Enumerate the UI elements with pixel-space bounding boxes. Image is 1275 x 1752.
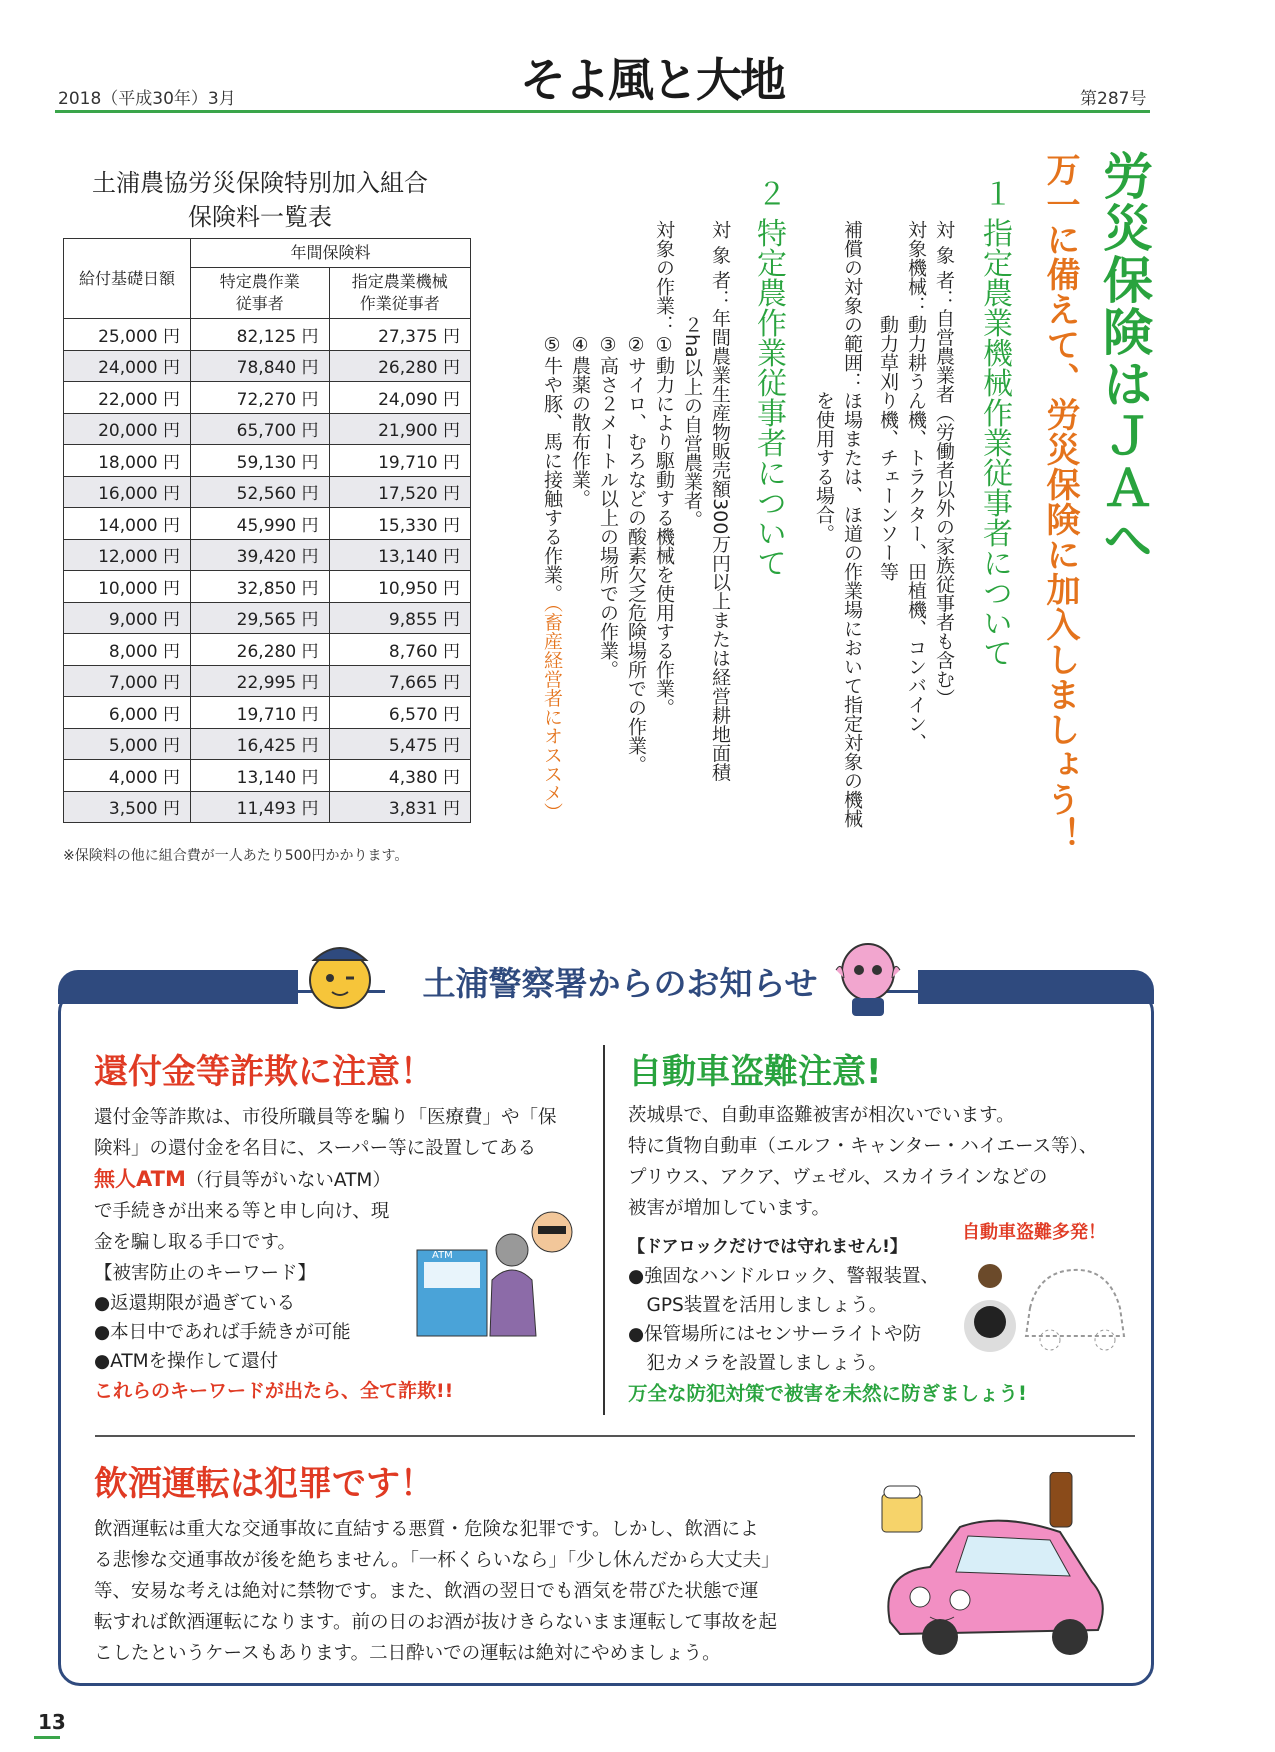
rosai-section1-heading: １ 指定農業機械作業従事者について [977, 178, 1012, 668]
base-amount-cell: 6,000 円 [64, 697, 191, 729]
premium-table-row [64, 665, 471, 697]
base-amount-cell: 25,000 円 [64, 319, 191, 351]
col-a-header: 特定農作業 従事者 [191, 268, 330, 319]
refund-body-line4: 金を騙し取る手口です。 [94, 1232, 297, 1253]
premium-table-row [64, 571, 471, 603]
page-number-underline [34, 1736, 60, 1739]
car-body-line1: 茨城県で、自動車盗難被害が相次いでいます。 [628, 1105, 1015, 1126]
door-lock-title: 【ドアロックだけでは守れません!】 [628, 1237, 907, 1257]
rosai-s2-line7 [538, 220, 566, 822]
police-mascot-pink-icon [828, 930, 908, 1020]
drunk-body-line2: る悲惨な交通事故が後を絶ちません。「一杯くらいなら」「少し休んだから大丈夫」 [94, 1550, 780, 1571]
base-amount-cell: 16,000 円 [64, 476, 191, 508]
refund-atm-line [94, 1164, 594, 1196]
atm-sign: ATM [432, 1250, 453, 1261]
page-number: 13 [38, 1710, 66, 1734]
col-base-header: 給付基礎日額 [64, 239, 191, 319]
rosai-recommend: （畜産経営者にオススメ） [541, 603, 563, 822]
premium-table-row [64, 445, 471, 477]
car-tip: ●強固なハンドルロック、警報装置、 [628, 1266, 940, 1287]
atm-explanation: （行員等がいないATM） [185, 1170, 391, 1191]
police-notice-title: 土浦警察署からのお知らせ [385, 958, 855, 1005]
col-group-header: 年間保険料 [191, 239, 471, 268]
premium-b-cell: 10,950 円 [329, 571, 470, 603]
premium-a-cell: 72,270 円 [191, 382, 330, 414]
rosai-s1-line4: 補償の対象の範囲：ほ場または、ほ道の作業場において指定対象の機械 [841, 220, 863, 828]
car-body-line4: 被害が増加しています。 [628, 1198, 831, 1219]
premium-a-cell: 52,560 円 [191, 476, 330, 508]
drunk-body-line4: 転すれば飲酒運転になります。前の日のお酒が抜けきらないまま運転して事故を起 [94, 1612, 778, 1633]
newsletter-logo: そよ風と大地 [520, 53, 784, 107]
car-theft-slogan: 万全な防犯対策で被害を未然に防ぎましょう! [628, 1382, 1027, 1405]
premium-table-row [64, 476, 471, 508]
premium-table-row [64, 508, 471, 540]
base-amount-cell: 22,000 円 [64, 382, 191, 414]
premium-table-row [64, 319, 471, 351]
base-amount-cell: 12,000 円 [64, 539, 191, 571]
rosai-s1-line5: を使用する場合。 [813, 220, 835, 543]
drunk-body-line1: 飲酒運転は重大な交通事故に直結する悪質・危険な犯罪です。しかし、飲酒によ [94, 1519, 759, 1540]
premium-b-cell: 15,330 円 [329, 508, 470, 540]
premium-b-cell: 9,855 円 [329, 602, 470, 634]
premium-b-cell: 19,710 円 [329, 445, 470, 477]
premium-table-row [64, 634, 471, 666]
keyword-title: 【被害防止のキーワード】 [94, 1263, 317, 1284]
drunk-car-illustration-icon [870, 1472, 1130, 1657]
car-body-line3: プリウス、アクア、ヴェゼル、スカイラインなどの [628, 1167, 1048, 1188]
section-divider [95, 1435, 1135, 1437]
premium-a-cell: 78,840 円 [191, 350, 330, 382]
base-amount-cell: 24,000 円 [64, 350, 191, 382]
rosai-s2-line1: 対 象 者：年間農業生産物販売額300万円以上または経営耕地面積 [709, 220, 731, 782]
car-thief-illustration-icon [960, 1248, 1130, 1358]
premium-b-cell: 13,140 円 [329, 539, 470, 571]
rosai-s2-line7-text: ⑤牛や豚、馬に接触する作業。 [541, 220, 563, 603]
premium-table-row [64, 382, 471, 414]
premium-a-cell: 65,700 円 [191, 413, 330, 445]
premium-a-cell: 29,565 円 [191, 602, 330, 634]
premium-b-cell: 3,831 円 [329, 791, 470, 823]
premium-a-cell: 45,990 円 [191, 508, 330, 540]
premium-table-title-line1: 土浦農協労災保険特別加入組合 [92, 169, 428, 197]
rosai-s2-line6: ④農薬の散布作業。 [569, 220, 591, 508]
premium-table-row [64, 602, 471, 634]
premium-table-row [64, 413, 471, 445]
premium-b-cell: 24,090 円 [329, 382, 470, 414]
premium-table [63, 238, 471, 823]
car-theft-body [628, 1100, 1138, 1224]
refund-body-line2: 険料」の還付金を名目に、スーパー等に設置してある [94, 1138, 537, 1159]
keyword-item: ●ATMを操作して還付 [94, 1351, 279, 1372]
car-tip: 犯カメラを設置しましょう。 [628, 1353, 888, 1374]
atm-scam-illustration-icon [412, 1210, 592, 1340]
premium-b-cell: 4,380 円 [329, 760, 470, 792]
premium-b-cell: 6,570 円 [329, 697, 470, 729]
issue-number: 第287号 [1080, 89, 1147, 109]
car-tip: ●保管場所にはセンサーライトや防 [628, 1324, 922, 1345]
base-amount-cell: 20,000 円 [64, 413, 191, 445]
rosai-subtitle: 万一に備えて、労災保険に加入しましょう！ [1040, 152, 1080, 852]
base-amount-cell: 7,000 円 [64, 665, 191, 697]
keyword-item: ●返還期限が過ぎている [94, 1293, 296, 1314]
rosai-s2-line3: 対象の作業：①動力により駆動する機械を使用する作業。 [653, 220, 675, 717]
keyword-item: ●本日中であれば手続きが可能 [94, 1322, 351, 1343]
rosai-section2-heading: ２ 特定農作業従事者について [751, 178, 786, 578]
premium-a-cell: 32,850 円 [191, 571, 330, 603]
premium-b-cell: 21,900 円 [329, 413, 470, 445]
base-amount-cell: 10,000 円 [64, 571, 191, 603]
base-amount-cell: 14,000 円 [64, 508, 191, 540]
unmanned-atm-emphasis: 無人ATM [94, 1167, 186, 1191]
premium-table-note: ※保険料の他に組合費が一人あたり500円かかります。 [63, 848, 409, 864]
premium-table-row [64, 791, 471, 823]
rosai-s2-line2: ２ha以上の自営農業者。 [681, 220, 703, 529]
rosai-s2-line4: ②サイロ、むろなどの酸素欠乏危険場所での作業。 [625, 220, 647, 774]
premium-a-cell: 11,493 円 [191, 791, 330, 823]
premium-table-row [64, 350, 471, 382]
car-theft-heading: 自動車盗難注意! [628, 1052, 882, 1092]
premium-b-cell: 5,475 円 [329, 728, 470, 760]
car-tip: GPS装置を活用しましょう。 [628, 1295, 888, 1316]
base-amount-cell: 8,000 円 [64, 634, 191, 666]
premium-a-cell: 19,710 円 [191, 697, 330, 729]
drunk-driving-heading: 飲酒運転は犯罪です！ [94, 1464, 434, 1504]
premium-table-title-line2: 保険料一覧表 [188, 203, 332, 231]
refund-body-line3: で手続きが出来る等と申し向け、現 [94, 1201, 390, 1222]
premium-table-row [64, 728, 471, 760]
premium-a-cell: 26,280 円 [191, 634, 330, 666]
rosai-title: 労災保険はＪＡへ [1095, 150, 1153, 566]
car-theft-badge: 自動車盗難多発！ [962, 1222, 1106, 1243]
premium-b-cell: 17,520 円 [329, 476, 470, 508]
premium-table-row [64, 760, 471, 792]
premium-a-cell: 59,130 円 [191, 445, 330, 477]
rosai-s1-line3: 動力草刈り機、チェーンソー等 [877, 220, 899, 581]
premium-a-cell: 16,425 円 [191, 728, 330, 760]
rosai-s2-line5: ③高さ２メートル以上の場所での作業。 [597, 220, 619, 679]
premium-table-row [64, 697, 471, 729]
base-amount-cell: 3,500 円 [64, 791, 191, 823]
refund-fraud-heading: 還付金等詐欺に注意！ [94, 1052, 434, 1092]
header-rule [55, 110, 1150, 113]
premium-b-cell: 26,280 円 [329, 350, 470, 382]
refund-body-line1: 還付金等詐欺は、市役所職員等を騙り「医療費」や「保 [94, 1107, 557, 1128]
base-amount-cell: 4,000 円 [64, 760, 191, 792]
premium-table-title [60, 166, 460, 234]
base-amount-cell: 5,000 円 [64, 728, 191, 760]
premium-a-cell: 13,140 円 [191, 760, 330, 792]
premium-table-body [64, 319, 471, 823]
premium-b-cell: 8,760 円 [329, 634, 470, 666]
base-amount-cell: 18,000 円 [64, 445, 191, 477]
refund-warning: これらのキーワードが出たら、全て詐欺!! [94, 1380, 454, 1402]
premium-b-cell: 27,375 円 [329, 319, 470, 351]
base-amount-cell: 9,000 円 [64, 602, 191, 634]
drunk-body-line5: こしたというケースもあります。二日酔いでの運転は絶対にやめましょう。 [94, 1643, 721, 1664]
col-b-header: 指定農業機械 作業従事者 [329, 268, 470, 319]
rosai-s1-line2: 対象機械：動力耕うん機、トラクター、田植機、コンバイン、 [905, 220, 927, 752]
premium-table-row [64, 539, 471, 571]
premium-a-cell: 39,420 円 [191, 539, 330, 571]
drunk-body-line3: 等、安易な考えは絶対に禁物です。また、飲酒の翌日でも酒気を帯びた状態で運 [94, 1581, 759, 1602]
drunk-driving-body [94, 1514, 874, 1669]
rosai-s1-line1: 対 象 者：自営農業者（労働者以外の家族従事者も含む） [933, 220, 955, 708]
car-body-line2: 特に貨物自動車（エルフ・キャンター・ハイエース等）、 [628, 1136, 1098, 1157]
premium-b-cell: 7,665 円 [329, 665, 470, 697]
car-tips [628, 1262, 958, 1378]
premium-a-cell: 22,995 円 [191, 665, 330, 697]
issue-date: 2018（平成30年）3月 [58, 89, 236, 109]
premium-a-cell: 82,125 円 [191, 319, 330, 351]
column-divider [603, 1045, 605, 1415]
police-mascot-yellow-icon [300, 930, 380, 1020]
